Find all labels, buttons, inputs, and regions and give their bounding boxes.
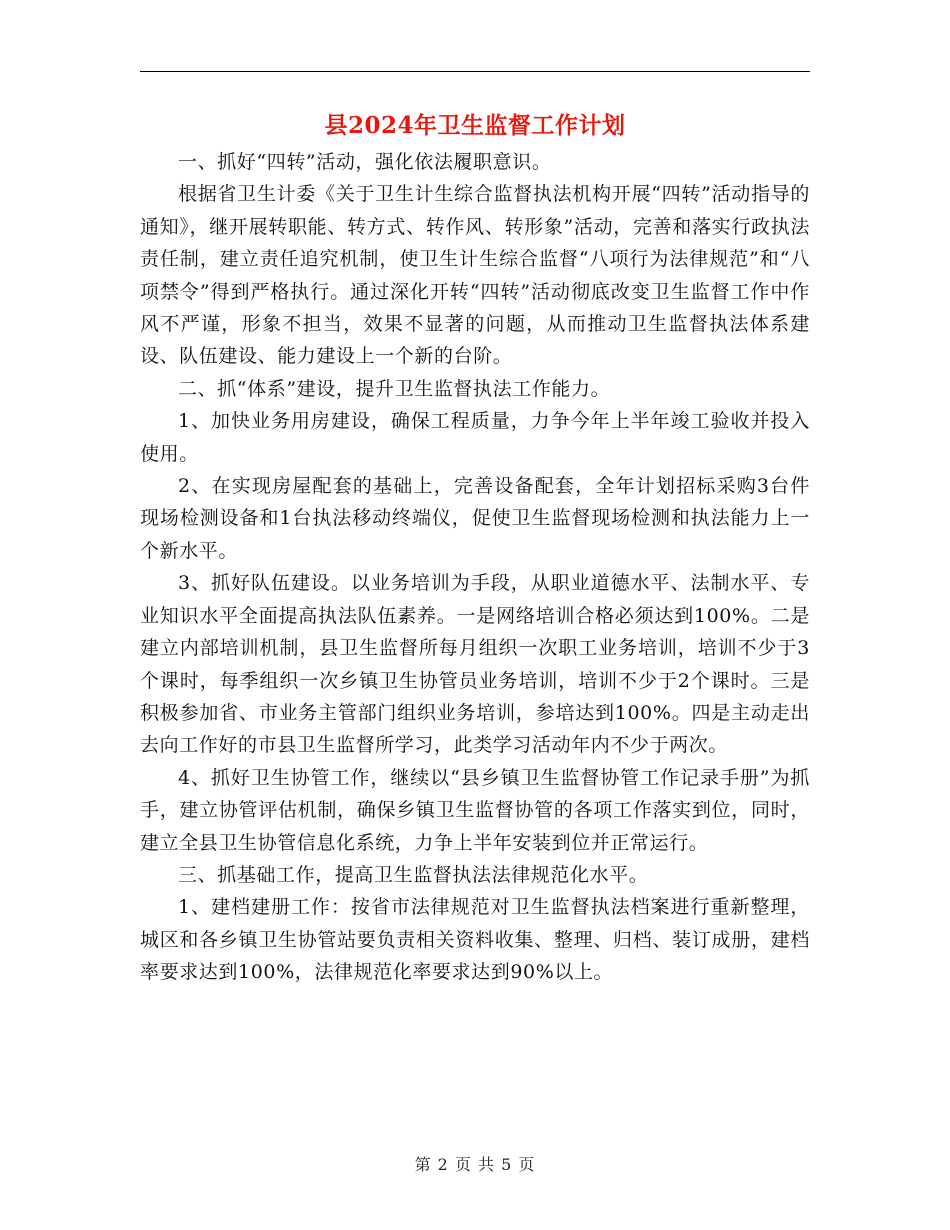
paragraph-four-transformations: 根据省卫生计委《关于卫生计生综合监督执法机构开展“四转”活动指导的通知》，继开展转职能、转方式、转作风、转形象”活动，完善和落实行政执法责任制，建立责任追究机制，使卫生计生综合监督“八项行为法律规范”和“八项禁令”得到严格执行。通过深化开转“四转”活动彻底改变卫生监督工作中作风不严谨，形象不担当，效果不显著的问题，从而推动卫生监督执法体系建设、队伍建设、能力建设上一个新的台阶。 [140,183,810,368]
paragraph-item-2-equipment: 2、在实现房屋配套的基础上，完善设备配套，全年计划招标采购3台件现场检测设备和1台执法移动终端仪，促使卫生监督现场检测和执法能力上一个新水平。 [140,475,810,562]
paragraph-item-1-archives: 1、建档建册工作：按省市法律规范对卫生监督执法档案进行重新整理，城区和各乡镇卫生协管站要负责相关资料收集、整理、归档、装订成册，建档率要求达到100%，法律规范化率要求达到90%以上。 [140,896,810,984]
paragraph-item-3-team: 3、抓好队伍建设。以业务培训为手段，从职业道德水平、法制水平、专业知识水平全面提高执法队伍素养。一是网络培训合格必须达到100%。二是建立内部培训机制，县卫生监督所每月组织一次职工业务培训，培训不少于3个课时，每季组织一次乡镇卫生协管员业务培训，培训不少于2个课时。三是积极参加省、市业务主管部门组织业务培训，参培达到100%。四是主动走出去向工作好的市县卫生监督所学习，此类学习活动年内不少于两次。 [140,572,810,757]
header-rule [140,71,810,72]
paragraph-item-1-building: 1、加快业务用房建设，确保工程质量，力争今年上半年竣工验收并投入使用。 [140,410,810,465]
section-heading-1: 一、抓好“四转”活动，强化依法履职意识。 [178,151,552,173]
page-number-footer: 第 2 页 共 5 页 [414,1155,536,1174]
document-title: 县2024年卫生监督工作计划 [324,112,626,139]
section-heading-3: 三、抓基础工作，提高卫生监督执法法律规范化水平。 [178,863,649,886]
paragraph-item-4-coordination: 4、抓好卫生协管工作，继续以“县乡镇卫生监督协管工作记录手册”为抓手，建立协管评估机制，确保乡镇卫生监督协管的各项工作落实到位，同时，建立全县卫生协管信息化系统，力争上半年安装到位并正常运行。 [140,766,810,854]
document-body [140,146,810,989]
section-heading-2: 二、抓“体系”建设，提升卫生监督执法工作能力。 [178,377,611,400]
